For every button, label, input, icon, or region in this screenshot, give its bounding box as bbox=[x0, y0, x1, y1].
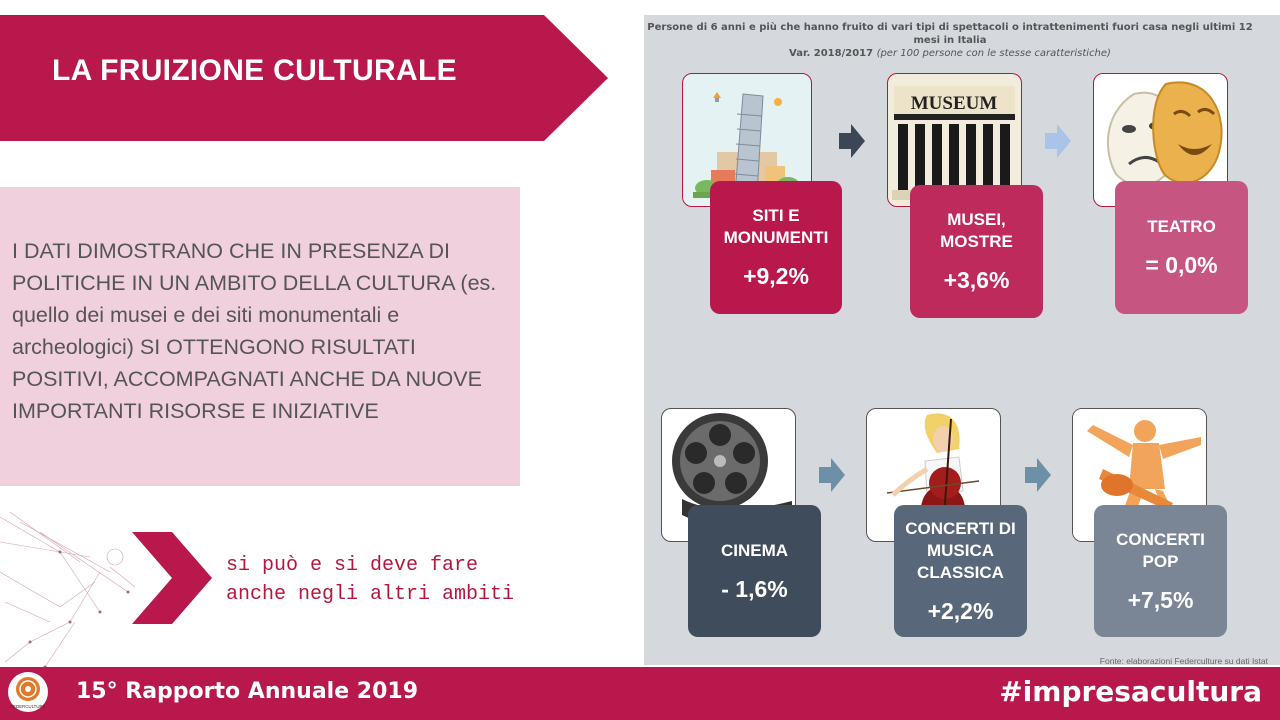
stat-label-line: CINEMA bbox=[720, 540, 789, 560]
stat-value: +9,2% bbox=[743, 263, 809, 289]
stat-label bbox=[905, 518, 1016, 584]
stat-label bbox=[724, 205, 829, 249]
panel-title-note: (per 100 persone con le stesse caratteristiche) bbox=[876, 48, 1111, 59]
stat-card-pop bbox=[1094, 505, 1227, 637]
motto bbox=[226, 551, 514, 609]
stat-card-classica bbox=[894, 505, 1027, 637]
arrow-right-icon bbox=[1025, 458, 1051, 492]
svg-text:MUSEUM: MUSEUM bbox=[910, 93, 998, 114]
panel-title-line-1: Persone di 6 anni e più che hanno fruito di vari tipi di spettacoli o intrattenimenti fuori casa negli ultimi 12 mesi in Italia bbox=[647, 22, 1253, 46]
stat-label-line: CONCERTI DI bbox=[905, 518, 1016, 538]
arrow-right-icon bbox=[839, 124, 865, 158]
motto-line-1: si può e si deve fare bbox=[226, 554, 479, 577]
intro-text: I DATI DIMOSTRANO CHE IN PRESENZA DI POLITICHE IN UN AMBITO DELLA CULTURA (es. quello dei musei e dei siti monumentali e archeologici) SI OTTENGONO RISULTATI POSITIVI, ACCOMPAGNATI ANCHE DA NUOVE IMPORTANTI RISORSE E INIZIATIVE bbox=[12, 239, 497, 423]
motto-line-2: anche negli altri ambiti bbox=[226, 583, 515, 606]
panel-title-variation: Var. 2018/2017 bbox=[789, 48, 877, 59]
stat-label-line: MUSICA bbox=[926, 540, 995, 560]
stat-label-line: POP bbox=[1142, 551, 1179, 571]
stat-label bbox=[940, 209, 1013, 253]
arrow-right-icon bbox=[819, 458, 845, 492]
runner-illustration bbox=[0, 512, 145, 670]
stat-card-cinema bbox=[688, 505, 821, 637]
source-note: Fonte: elaborazioni Federculture su dati Istat bbox=[1099, 656, 1268, 666]
federculture-logo bbox=[8, 672, 48, 712]
intro-box bbox=[0, 187, 520, 486]
stat-label bbox=[1116, 529, 1205, 573]
logo-text: FEDERCULTURE bbox=[10, 704, 46, 709]
stat-card-teatro bbox=[1115, 181, 1248, 314]
stat-label-line: CLASSICA bbox=[917, 562, 1004, 582]
stat-label-line: MOSTRE bbox=[940, 232, 1013, 251]
arrow-right-icon bbox=[1045, 124, 1071, 158]
stat-label bbox=[1147, 216, 1216, 238]
stat-label-line: TEATRO bbox=[1147, 217, 1216, 236]
stat-card-musei bbox=[910, 185, 1043, 318]
panel-title-line-2 bbox=[644, 47, 1256, 60]
stat-label bbox=[721, 540, 788, 562]
stat-value: +7,5% bbox=[1127, 586, 1194, 613]
stat-label-line: CONCERTI bbox=[1116, 529, 1205, 549]
stat-label-line: MONUMENTI bbox=[723, 228, 829, 247]
chevron-right-icon bbox=[132, 532, 212, 624]
page-title: LA FRUIZIONE CULTURALE bbox=[52, 54, 457, 87]
stat-value: - 1,6% bbox=[721, 575, 788, 602]
logo-emblem-icon bbox=[8, 672, 48, 712]
stat-card-siti bbox=[710, 181, 842, 314]
stat-label-line: SITI E bbox=[752, 206, 800, 225]
stat-label-line: MUSEI, bbox=[947, 210, 1006, 229]
stat-value: +2,2% bbox=[927, 597, 994, 624]
footer-hashtag: #impresacultura bbox=[999, 675, 1262, 708]
panel-title bbox=[644, 21, 1256, 60]
footer-report-title: 15° Rapporto Annuale 2019 bbox=[76, 679, 419, 704]
stat-value: +3,6% bbox=[943, 267, 1010, 293]
stat-value: = 0,0% bbox=[1145, 252, 1218, 278]
